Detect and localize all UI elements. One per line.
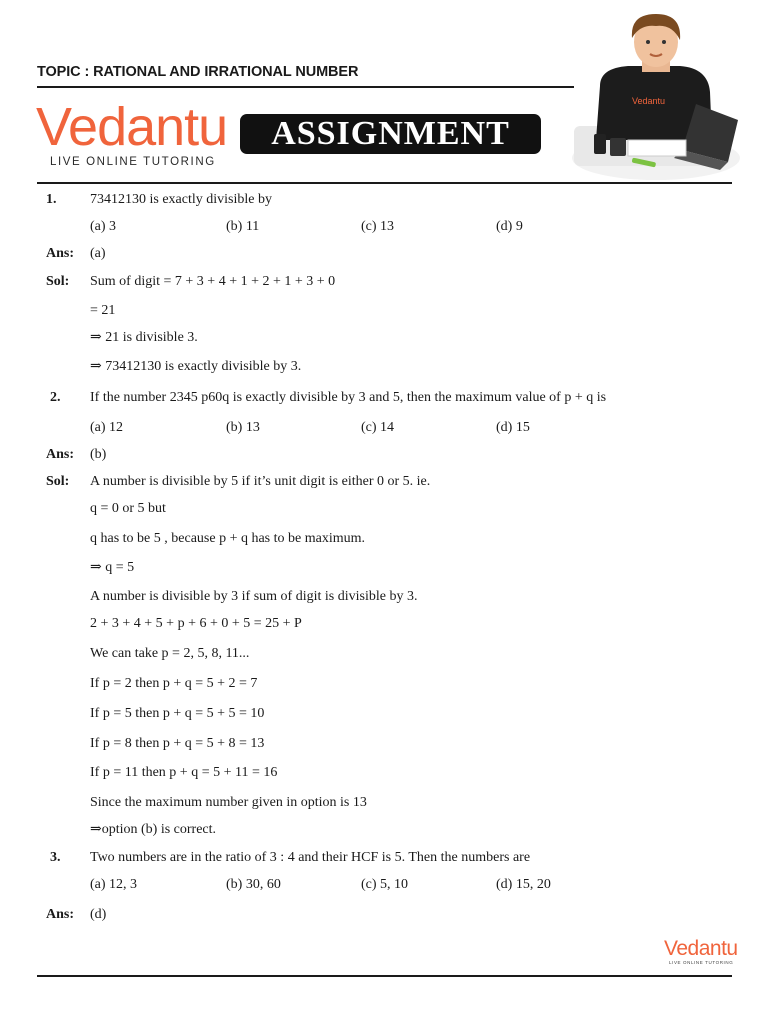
answer-label: Ans:: [46, 907, 75, 922]
option-a: (a) 3: [90, 219, 117, 234]
logo-tagline: LIVE ONLINE TUTORING: [50, 156, 216, 168]
student-illustration: [570, 8, 742, 186]
answer-label: Ans:: [46, 246, 75, 261]
solution-label: Sol:: [46, 274, 70, 289]
option-b: (b) 11: [226, 219, 260, 234]
solution-line: Since the maximum number given in option is 13: [90, 795, 367, 810]
solution-line: If p = 8 then p + q = 5 + 8 = 13: [90, 736, 265, 751]
shirt-logo: Vedantu: [632, 96, 666, 106]
option-d: (d) 15, 20: [496, 877, 551, 892]
answer-value: (d): [90, 907, 107, 922]
solution-line: = 21: [90, 303, 116, 318]
footer-logo: [664, 938, 738, 965]
footer-wordmark: Vedantu: [664, 937, 738, 960]
option-a: (a) 12: [90, 420, 124, 435]
logo-wordmark: Vedantu: [36, 97, 228, 157]
solution-line: ⇒option (b) is correct.: [90, 822, 217, 837]
vedantu-logo: [36, 97, 228, 168]
solution-line: If p = 2 then p + q = 5 + 2 = 7: [90, 676, 258, 691]
topic-underline: [37, 86, 574, 88]
question-text: Two numbers are in the ratio of 3 : 4 and their HCF is 5. Then the numbers are: [90, 850, 531, 865]
solution-line: ⇒ 21 is divisible 3.: [90, 330, 198, 345]
solution-line: q = 0 or 5 but: [90, 501, 166, 516]
solution-line: Sum of digit = 7 + 3 + 4 + 1 + 2 + 1 + 3 + 0: [90, 274, 336, 289]
solution-line: A number is divisible by 5 if it’s unit digit is either 0 or 5. ie.: [90, 474, 431, 489]
question-text: 73412130 is exactly divisible by: [90, 192, 272, 207]
answer-label: Ans:: [46, 447, 75, 462]
option-b: (b) 13: [226, 420, 260, 435]
solution-line: 2 + 3 + 4 + 5 + p + 6 + 0 + 5 = 25 + P: [90, 616, 302, 631]
question-number: 1.: [46, 192, 57, 207]
footer-divider: [37, 975, 732, 977]
option-b: (b) 30, 60: [226, 877, 281, 892]
solution-line: We can take p = 2, 5, 8, 11...: [90, 646, 250, 661]
assignment-badge: ASSIGNMENT: [240, 114, 541, 154]
option-c: (c) 5, 10: [361, 877, 409, 892]
solution-line: If p = 11 then p + q = 5 + 11 = 16: [90, 765, 278, 780]
topic-heading: TOPIC : RATIONAL AND IRRATIONAL NUMBER: [37, 64, 359, 80]
option-c: (c) 13: [361, 219, 395, 234]
question-number: 2.: [50, 390, 61, 405]
question-number: 3.: [50, 850, 61, 865]
solution-line: q has to be 5 , because p + q has to be maximum.: [90, 531, 366, 546]
option-d: (d) 15: [496, 420, 530, 435]
solution-label: Sol:: [46, 474, 70, 489]
option-a: (a) 12, 3: [90, 877, 138, 892]
answer-value: (b): [90, 447, 107, 462]
option-d: (d) 9: [496, 219, 523, 234]
solution-line: ⇒ q = 5: [90, 560, 135, 575]
solution-line: A number is divisible by 3 if sum of digit is divisible by 3.: [90, 589, 418, 604]
footer-tagline: LIVE ONLINE TUTORING: [669, 960, 734, 965]
answer-value: (a): [90, 246, 106, 261]
header-divider: [37, 182, 732, 184]
question-text: If the number 2345 p60q is exactly divisible by 3 and 5, then the maximum value of p + q is: [90, 390, 607, 405]
solution-line: If p = 5 then p + q = 5 + 5 = 10: [90, 706, 265, 721]
solution-line: ⇒ 73412130 is exactly divisible by 3.: [90, 359, 302, 374]
option-c: (c) 14: [361, 420, 395, 435]
